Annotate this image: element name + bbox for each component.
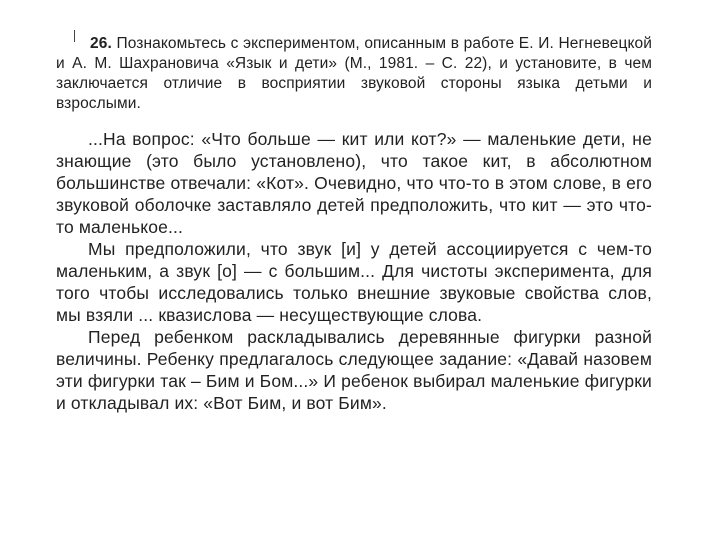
task-number: 26. (90, 35, 112, 52)
quote-paragraph-1: ...На вопрос: «Что больше — кит или кот?» — маленькие дети, не знающие (это было установлено), что такое кит, в абсолютном большинстве отвечали: «Кот». Очевидно, что что-то в этом слове, в его звуковой оболочке заставляло детей предположить, что кит — это что-то маленькое... (56, 129, 652, 237)
document-page (56, 34, 652, 414)
quote-paragraph-3: Перед ребенком раскладывались деревянные фигурки разной величины. Ребенку предлагалось следующее задание: «Давай назовем эти фигурки так – Бим и Бом...» И ребенок выбирал маленькие фигурки и откладывал их: «Вот Бим, и вот Бим». (56, 327, 652, 413)
quote-paragraph-2: Мы предположили, что звук [и] у детей ассоциируется с чем-то маленьким, а звук [о] — с большим... Для чистоты эксперимента, для того чтобы исследовались только внешние звуковые свойства слов, мы взяли ... квазислова — несуществующие слова. (56, 239, 652, 325)
task-statement (56, 34, 652, 114)
task-text: Познакомьтесь с экспериментом, описанным в работе Е. И. Негневецкой и А. М. Шахрановича «Язык и дети» (М., 1981. – С. 22), и установите, в чем заключается отличие в восприятии звуковой стороны языка детьми и взрослыми. (56, 35, 652, 112)
